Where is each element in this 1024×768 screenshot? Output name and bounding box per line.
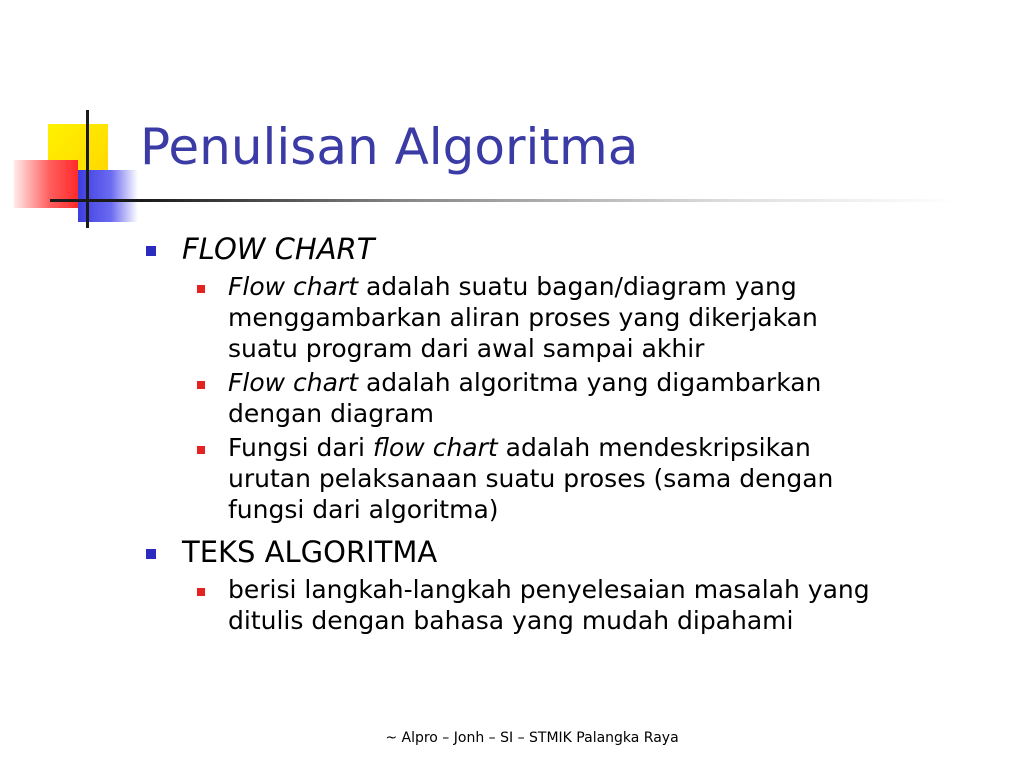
decor-vertical-line (86, 110, 89, 228)
bullet-flow-chart (140, 230, 1000, 268)
bullet-teks-algoritma (140, 533, 1000, 571)
section-heading: FLOW CHART (182, 232, 375, 266)
text-line: berisi langkah-langkah penyelesaian masalah yang (228, 575, 870, 604)
sub-bullet (140, 367, 1000, 429)
square-bullet-icon (197, 285, 205, 293)
italic-term: flow chart (372, 433, 498, 462)
text-line (228, 271, 1000, 302)
text-line (228, 432, 1000, 463)
text-line: menggambarkan aliran proses yang dikerjakan (228, 303, 818, 332)
slide-content (140, 226, 1000, 636)
text-line: dengan diagram (228, 399, 435, 428)
slide-footer: ~ Alpro – Jonh – SI – STMIK Palangka Raya (385, 730, 679, 746)
square-bullet-icon (197, 588, 205, 596)
square-bullet-icon (146, 549, 156, 559)
title-underline (50, 199, 958, 202)
text-line (228, 367, 1000, 398)
sub-bullet (140, 432, 1000, 525)
text-line: ditulis dengan bahasa yang mudah dipahami (228, 606, 794, 635)
italic-term: Flow chart (228, 272, 359, 301)
sub-bullet (140, 271, 1000, 364)
text-run: adalah algoritma yang digambarkan (358, 368, 822, 397)
text-run: adalah mendeskripsikan (497, 433, 811, 462)
slide-title: Penulisan Algoritma (140, 118, 639, 176)
square-bullet-icon (197, 381, 205, 389)
text-line: fungsi dari algoritma) (228, 495, 499, 524)
text-run: Fungsi dari (228, 433, 373, 462)
text-line: urutan pelaksanaan suatu proses (sama dengan (228, 464, 834, 493)
italic-term: Flow chart (228, 368, 359, 397)
section-heading: TEKS ALGORITMA (182, 535, 438, 569)
sub-bullet (140, 574, 1000, 636)
text-line: suatu program dari awal sampai akhir (228, 334, 705, 363)
square-bullet-icon (146, 246, 156, 256)
square-bullet-icon (197, 446, 205, 454)
text-run: adalah suatu bagan/diagram yang (358, 272, 797, 301)
